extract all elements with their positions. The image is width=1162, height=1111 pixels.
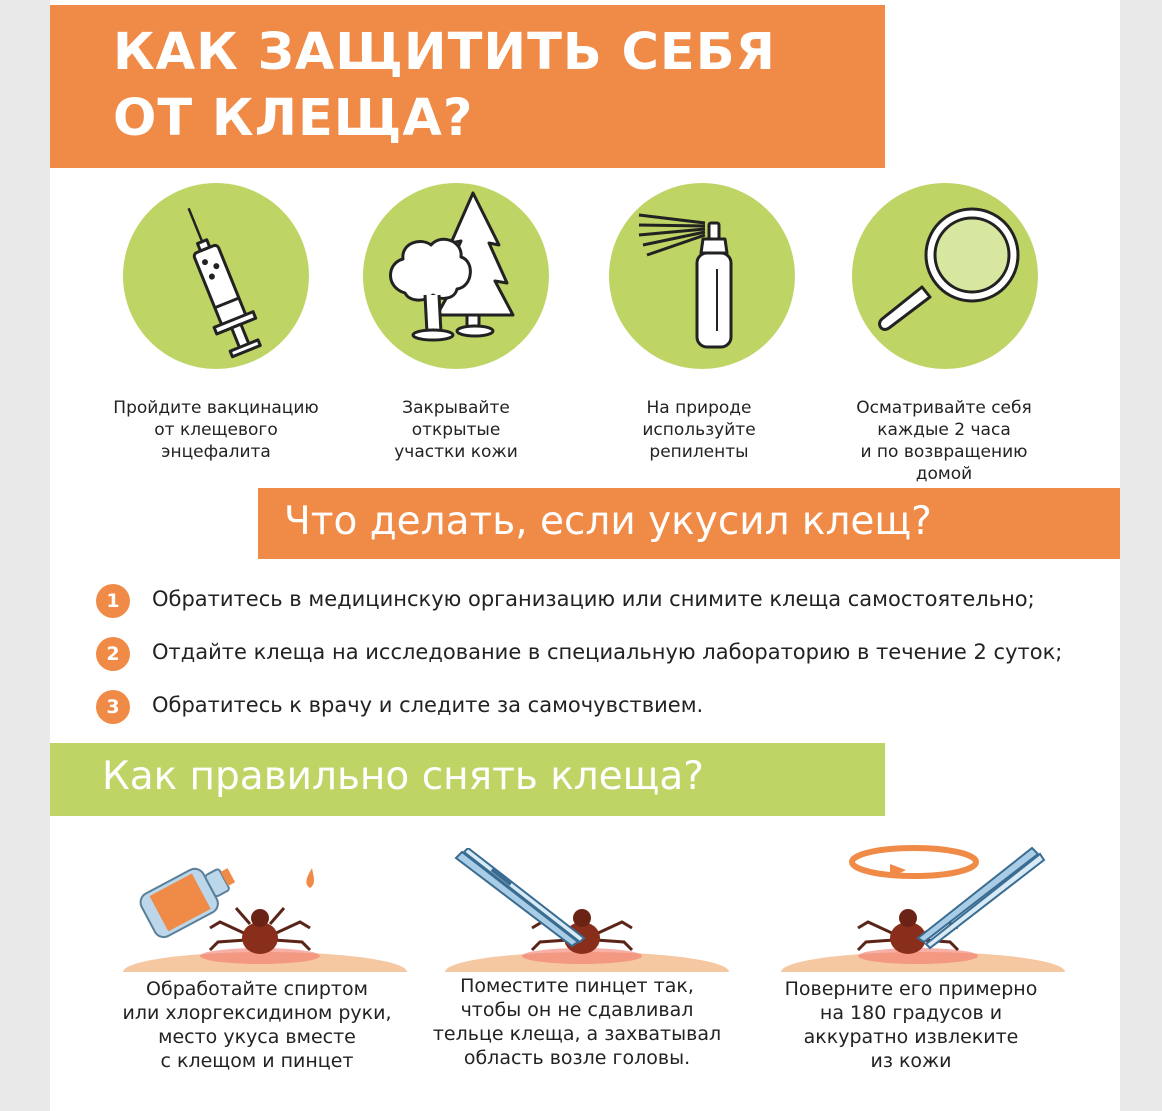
bite-section-heading: Что делать, если укусил клещ?	[284, 499, 932, 544]
infographic-page	[50, 0, 1120, 1111]
bite-step	[96, 633, 1116, 673]
spray-icon	[609, 183, 795, 369]
prevention-caption-clothing: Закрывайте открытые участки кожи	[394, 398, 518, 462]
removal-section-heading: Как правильно снять клеща?	[102, 754, 705, 799]
removal-caption-tweezers: Поместите пинцет так, чтобы он не сдавливал тельце клеща, а захватывал область возле головы.	[432, 975, 722, 1069]
syringe-icon	[123, 183, 309, 369]
removal-caption-disinfect: Обработайте спиртом или хлоргексидином руки, место укуса вместе с клещом и пинцет	[122, 978, 392, 1072]
prevention-caption-inspection: Осматривайте себя каждые 2 часа и по возвращению домой	[856, 398, 1032, 484]
bite-step	[96, 686, 1116, 726]
title-banner	[50, 5, 885, 168]
antiseptic-bottle-icon	[120, 838, 410, 972]
step-number-badge: 3	[96, 690, 130, 724]
step-number-badge: 2	[96, 637, 130, 671]
prevention-caption-repellent: На природе используйте репиленты	[642, 398, 756, 462]
bite-step-text: Обратитесь к врачу и следите за самочувствием.	[152, 693, 704, 717]
removal-section-banner	[50, 743, 885, 816]
bite-step-text: Отдайте клеща на исследование в специальную лабораторию в течение 2 суток;	[152, 640, 1063, 664]
bite-step	[96, 580, 1116, 620]
title-line-2: ОТ КЛЕЩА?	[113, 89, 474, 148]
trees-icon	[363, 183, 549, 369]
bite-step-text: Обратитесь в медицинскую организацию или снимите клеща самостоятельно;	[152, 587, 1035, 611]
magnifier-icon	[852, 183, 1038, 369]
prevention-caption-vaccination: Пройдите вакцинацию от клещевого энцефалита	[113, 398, 319, 462]
rotate-tweezers-icon	[778, 840, 1068, 972]
step-number-badge: 1	[96, 584, 130, 618]
removal-caption-rotate: Поверните его примерно на 180 градусов и аккуратно извлеките из кожи	[784, 978, 1038, 1072]
tweezers-icon	[442, 848, 732, 972]
title-line-1: КАК ЗАЩИТИТЬ СЕБЯ	[113, 23, 776, 82]
bite-section-banner	[258, 488, 1120, 559]
